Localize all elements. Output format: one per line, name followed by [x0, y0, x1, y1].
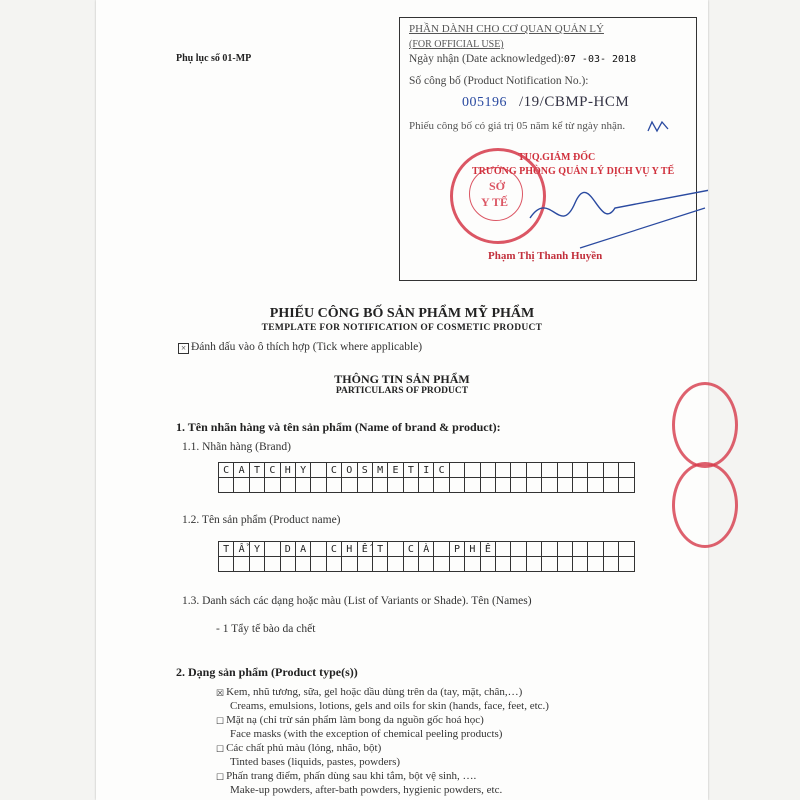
grid-cell [373, 478, 388, 493]
grid-cell [496, 542, 511, 557]
product-type-option-3-en: Tinted bases (liquids, pastes, powders) [230, 756, 401, 768]
grid-cell [588, 557, 603, 572]
section1-heading: 1. Tên nhãn hàng và tên sản phẩm (Name of brand & product): [176, 420, 501, 434]
grid-cell [619, 463, 634, 478]
grid-cell [373, 557, 388, 572]
grid-cell [465, 478, 480, 493]
grid-cell [496, 463, 511, 478]
grid-cell [281, 478, 296, 493]
appendix-label: Phụ lục số 01-MP [176, 53, 252, 64]
grid-cell: D [281, 542, 296, 557]
grid-cell: C [327, 463, 342, 478]
grid-cell [558, 463, 573, 478]
grid-cell [604, 478, 619, 493]
grid-cell [511, 463, 526, 478]
date-acknowledged [409, 53, 636, 65]
grid-cell: O [342, 463, 357, 478]
option-vi: Kem, nhũ tương, sữa, gel hoặc dầu dùng trên da (tay, mặt, chân,…) [226, 686, 523, 698]
grid-cell [434, 542, 449, 557]
grid-cell [573, 557, 588, 572]
grid-cell [542, 478, 557, 493]
grid-cell [450, 478, 465, 493]
notification-number [462, 94, 629, 111]
grid-cell [419, 478, 434, 493]
grid-cell [265, 542, 280, 557]
grid-cell: I [419, 463, 434, 478]
grid-cell: A [234, 463, 249, 478]
edge-seal-top [672, 382, 738, 468]
option-checkbox[interactable]: ☐ [216, 716, 225, 726]
grid-cell: C [219, 463, 234, 478]
grid-cell [511, 478, 526, 493]
grid-cell [311, 478, 326, 493]
grid-cell [327, 478, 342, 493]
grid-cell [404, 557, 419, 572]
date-value: 07 -03- 2018 [563, 54, 637, 65]
option-vi: Phấn trang điểm, phấn dùng sau khi tắm, bột vệ sinh, …. [226, 770, 477, 782]
grid-cell [465, 463, 480, 478]
grid-cell [496, 557, 511, 572]
official-title: PHẦN DÀNH CHO CƠ QUAN QUẢN LÝ [409, 23, 604, 35]
grid-cell [250, 557, 265, 572]
grid-cell [558, 478, 573, 493]
particulars-title-vi: THÔNG TIN SẢN PHẨM [334, 372, 470, 386]
document-page [96, 0, 708, 800]
grid-cell [481, 478, 496, 493]
grid-cell [481, 557, 496, 572]
grid-cell [511, 557, 526, 572]
notification-number-value: 005196 [462, 95, 507, 110]
edge-seal-bottom [672, 462, 738, 548]
validity-note: Phiếu công bố có giá trị 05 năm kể từ ngày nhận. [409, 120, 626, 132]
grid-cell [296, 478, 311, 493]
grid-cell: P [450, 542, 465, 557]
seal-text-1: SỞ [489, 179, 506, 193]
grid-cell: H [465, 542, 480, 557]
grid-cell [619, 557, 634, 572]
grid-cell [573, 542, 588, 557]
option-checkbox[interactable]: ☐ [216, 772, 225, 782]
product-type-option-1-en: Creams, emulsions, lotions, gels and oils for skin (hands, face, feet, etc.) [230, 700, 549, 712]
grid-cell: H [281, 463, 296, 478]
product-type-option-2 [216, 714, 484, 726]
notification-number-suffix: /19/CBMP-HCM [519, 94, 630, 110]
grid-cell [450, 557, 465, 572]
grid-cell [481, 463, 496, 478]
grid-cell [619, 542, 634, 557]
signer-name: Phạm Thị Thanh Huyền [488, 250, 603, 262]
form-title-en: TEMPLATE FOR NOTIFICATION OF COSMETIC PRODUCT [261, 323, 543, 333]
brand-grid [218, 462, 635, 493]
grid-cell [219, 557, 234, 572]
grid-cell [388, 542, 403, 557]
brand-label: 1.1. Nhãn hàng (Brand) [182, 441, 291, 453]
product-type-option-1 [216, 686, 522, 698]
grid-cell [342, 557, 357, 572]
grid-cell [573, 463, 588, 478]
section2-heading: 2. Dạng sản phẩm (Product type(s)) [176, 665, 358, 679]
grid-cell [558, 557, 573, 572]
grid-cell [619, 478, 634, 493]
official-use-box [399, 17, 697, 281]
grid-cell: T [250, 463, 265, 478]
product-name-label: 1.2. Tên sản phẩm (Product name) [182, 514, 341, 526]
grid-cell [234, 478, 249, 493]
grid-cell [311, 557, 326, 572]
grid-cell [358, 557, 373, 572]
grid-cell [542, 542, 557, 557]
grid-cell: T [219, 542, 234, 557]
grid-cell [450, 463, 465, 478]
grid-cell [573, 478, 588, 493]
grid-cell [234, 557, 249, 572]
grid-cell [404, 478, 419, 493]
grid-cell [558, 542, 573, 557]
grid-cell [604, 557, 619, 572]
grid-cell [542, 463, 557, 478]
initial-mark-icon [646, 119, 672, 135]
grid-cell: C [265, 463, 280, 478]
form-title-vi: PHIẾU CÔNG BỐ SẢN PHẨM MỸ PHẨM [269, 306, 535, 321]
grid-cell: T [404, 463, 419, 478]
grid-cell [265, 557, 280, 572]
product-type-option-4-en: Make-up powders, after-bath powders, hygienic powders, etc. [230, 784, 503, 796]
signer-role: TUQ.GIÁM ĐỐC [518, 152, 596, 163]
grid-cell [311, 463, 326, 478]
grid-cell [604, 542, 619, 557]
product-type-option-3 [216, 742, 381, 754]
seal-text-2: Y TẾ [481, 195, 509, 209]
grid-cell: C [434, 463, 449, 478]
grid-cell: E [388, 463, 403, 478]
grid-cell: C [404, 542, 419, 557]
grid-cell: Ê [481, 542, 496, 557]
grid-cell [588, 478, 603, 493]
grid-cell [496, 478, 511, 493]
grid-cell [604, 463, 619, 478]
grid-cell [358, 478, 373, 493]
grid-cell: T [373, 542, 388, 557]
grid-cell: C [327, 542, 342, 557]
grid-cell [434, 478, 449, 493]
grid-cell: A [296, 542, 311, 557]
particulars-title-en: PARTICULARS OF PRODUCT [335, 386, 469, 396]
variants-label: 1.3. Danh sách các dạng hoặc màu (List of Variants or Shade). Tên (Names) [182, 595, 532, 607]
official-subtitle: (FOR OFFICIAL USE) [409, 39, 504, 50]
option-checkbox[interactable]: ☒ [216, 688, 225, 698]
grid-cell: Y [296, 463, 311, 478]
notification-number-label: Số công bố (Product Notification No.): [409, 75, 589, 87]
grid-cell: À [419, 542, 434, 557]
grid-cell: H [342, 542, 357, 557]
grid-cell: Ẩ [234, 542, 249, 557]
product-type-option-4 [216, 770, 476, 782]
signer-dept: TRƯỞNG PHÒNG QUẢN LÝ DỊCH VỤ Y TẾ [472, 166, 675, 177]
checked-box-icon: × [178, 343, 189, 354]
product-name-grid [218, 541, 635, 572]
option-vi: Mặt nạ (chỉ trừ sản phẩm làm bong da nguồn gốc hoá học) [226, 714, 484, 726]
grid-cell [465, 557, 480, 572]
grid-cell [250, 478, 265, 493]
grid-cell [281, 557, 296, 572]
grid-cell [419, 557, 434, 572]
date-label: Ngày nhận (Date acknowledged): [409, 53, 564, 65]
grid-cell [296, 557, 311, 572]
grid-cell [342, 478, 357, 493]
grid-cell: Y [250, 542, 265, 557]
product-type-option-2-en: Face masks (with the exception of chemical peeling products) [230, 728, 503, 740]
grid-cell [219, 478, 234, 493]
option-checkbox[interactable]: ☐ [216, 744, 225, 754]
grid-cell [527, 557, 542, 572]
grid-cell [434, 557, 449, 572]
grid-cell: S [358, 463, 373, 478]
grid-cell [265, 478, 280, 493]
grid-cell: M [373, 463, 388, 478]
grid-cell [388, 478, 403, 493]
grid-cell [527, 542, 542, 557]
grid-cell [511, 542, 526, 557]
grid-cell [388, 557, 403, 572]
grid-cell [542, 557, 557, 572]
seal-inner-ring [469, 167, 523, 221]
tick-note-text: Đánh dấu vào ô thích hợp (Tick where applicable) [191, 341, 423, 353]
option-vi: Các chất phủ màu (lỏng, nhão, bột) [226, 742, 382, 754]
grid-cell [527, 463, 542, 478]
grid-cell [588, 463, 603, 478]
grid-cell [588, 542, 603, 557]
grid-cell [327, 557, 342, 572]
grid-cell [527, 478, 542, 493]
grid-cell [311, 542, 326, 557]
signature-icon [520, 178, 708, 258]
tick-note [178, 341, 422, 353]
variant-item: - 1 Tẩy tế bào da chết [216, 623, 316, 635]
grid-cell: Ế [358, 542, 373, 557]
